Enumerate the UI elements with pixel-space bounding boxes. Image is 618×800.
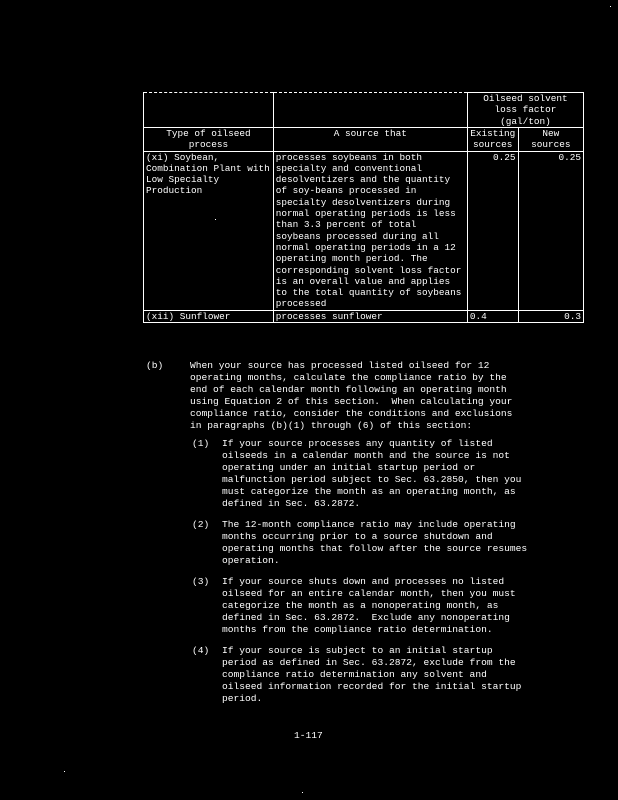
table-row (144, 151, 584, 310)
row-source-cell: processes soybeans in both specialty and conventional desolventizers and the quantity of soy-beans processed in specialty desolventizers during normal operating periods is less than 3.3 percent of total soybeans processed during all normal operating periods in a 12 operating month period. The corresponding solvent loss factor is an overall value and applies to the total quantity of soybeans processed (273, 151, 467, 310)
section-b-text: When your source has processed listed oilseed for 12 operating months, calculate the compliance ratio by the end of each calendar month following an operating month using Equation 2 of this section. When calculating your compliance ratio, consider the conditions and exclusions in paragraphs (b)(1) through (6) of this section: (190, 360, 513, 431)
paragraph-1-text: If your source processes any quantity of listed oilseeds in a calendar month and the source is not operating under an initial startup period or malfunction period subject to Sec. 63.2850, then you must categorize the month as an operating month, as defined in Sec. 63.2872. (222, 438, 522, 509)
row-existing-cell: 0.25 (467, 151, 518, 310)
row-new-cell: 0.25 (518, 151, 583, 310)
header-blank-cell (144, 93, 274, 128)
row-existing-cell: 0.4 (467, 310, 518, 322)
table-row (144, 310, 584, 322)
paragraph-2-text: The 12-month compliance ratio may include operating months occurring prior to a source shutdown and operating months that follow after the source resumes operation. (222, 519, 528, 566)
scan-speck (610, 6, 611, 7)
header-blank-cell (273, 93, 467, 128)
table-header-group-row (144, 93, 584, 128)
paragraph-4-label: (4) (192, 645, 210, 656)
paragraph-3-label: (3) (192, 576, 210, 587)
paragraph-2-label: (2) (192, 519, 210, 530)
row-type-cell: (xi) Soybean, Combination Plant with Low Specialty Production (144, 151, 274, 310)
solvent-loss-factor-table (143, 92, 584, 323)
paragraph-3-text: If your source shuts down and processes no listed oilseed for an entire calendar month, then you must categorize the month as a nonoperating month, as defined in Sec. 63.2872. Exclude any nonoperating months from the compliance ratio determination. (222, 576, 516, 635)
header-type-of-process: Type of oilseed process (144, 128, 274, 152)
header-existing-sources: Existing sources (467, 128, 518, 152)
scan-speck (64, 771, 65, 772)
scan-speck (215, 219, 216, 220)
row-type-cell: (xii) Sunflower (144, 310, 274, 322)
paragraph-1-label: (1) (192, 438, 210, 449)
header-new-sources: New sources (518, 128, 583, 152)
row-new-cell: 0.3 (518, 310, 583, 322)
paragraph-4-text: If your source is subject to an initial startup period as defined in Sec. 63.2872, exclude from the compliance ratio determination any solvent and oilseed information recorded for the initial startup period. (222, 645, 522, 704)
section-b-label: (b) (146, 360, 164, 371)
page-number: 1-117 (294, 730, 323, 741)
header-solvent-loss-factor: Oilseed solvent loss factor (gal/ton) (467, 93, 583, 128)
scan-speck (302, 792, 303, 793)
table-header-row (144, 128, 584, 152)
row-source-cell: processes sunflower (273, 310, 467, 322)
header-source-description: A source that (273, 128, 467, 152)
